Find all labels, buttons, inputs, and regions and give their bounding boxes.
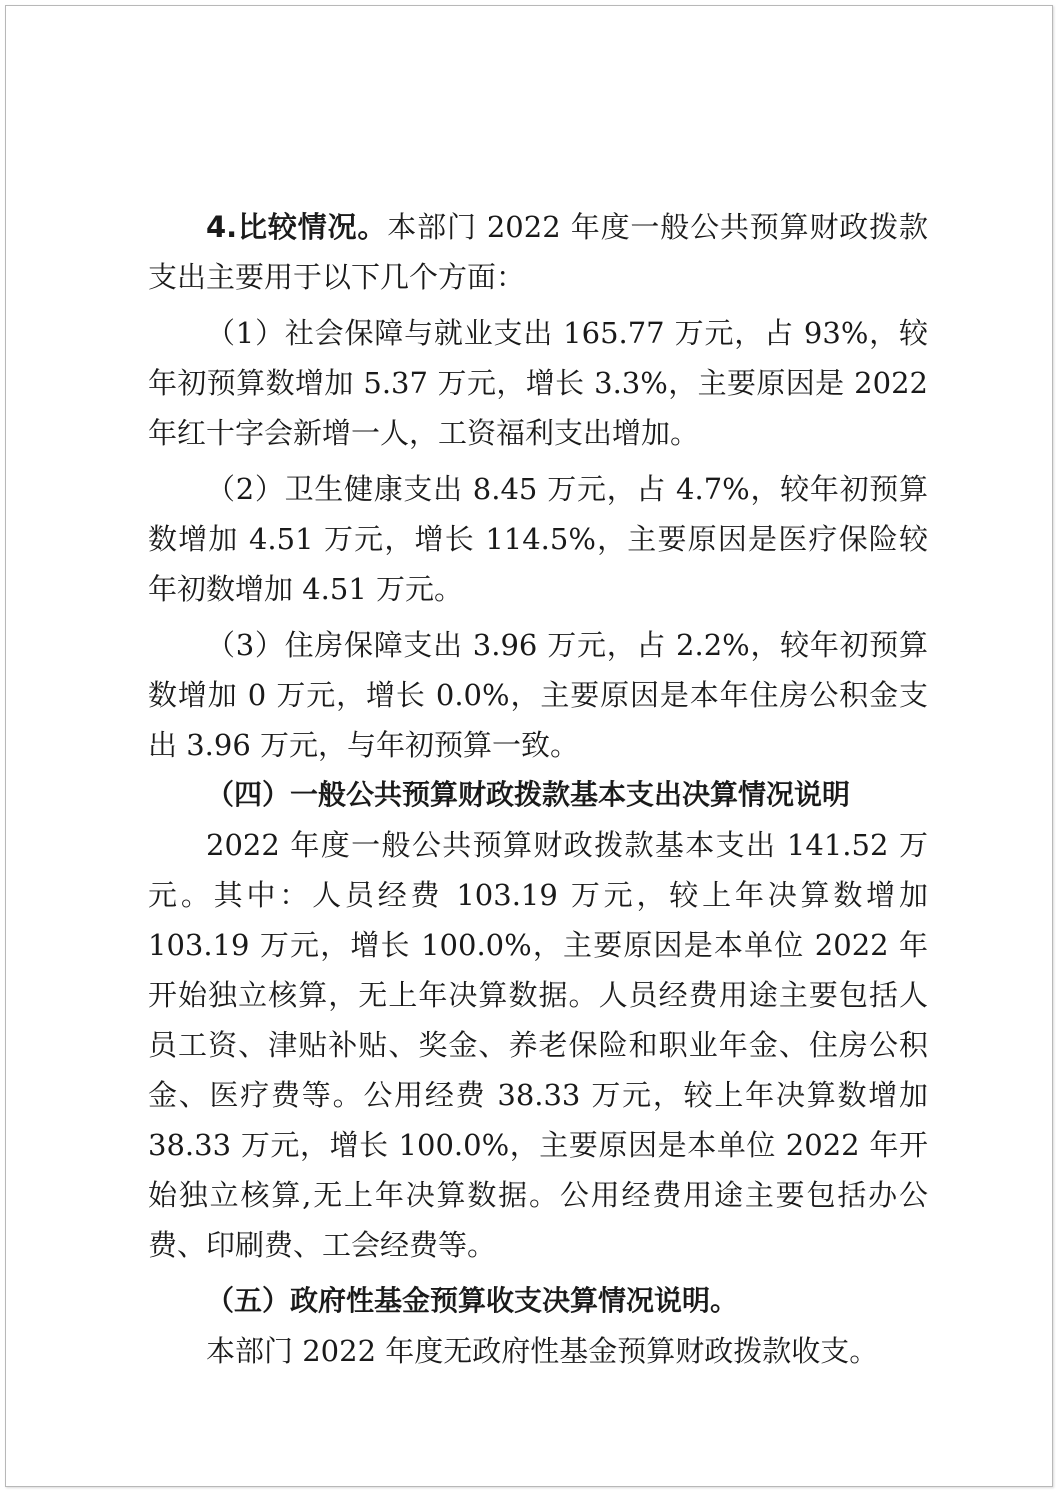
item-health: （2）卫生健康支出 8.45 万元，占 4.7%，较年初预算数增加 4.51 万元，增长 114.5%，主要原因是医疗保险较年初数增加 4.51 万元。 xyxy=(148,472,928,606)
item-housing: （3）住房保障支出 3.96 万元，占 2.2%，较年初预算数增加 0 万元，增长 0.0%，主要原因是本年住房公积金支出 3.96 万元，与年初预算一致。 xyxy=(148,628,928,762)
basic-expenditure-paragraph: 2022 年度一般公共预算财政拨款基本支出 141.52 万元。其中：人员经费 103.19 万元，较上年决算数增加 103.19 万元，增长 100.0%，主要原因是本单位 2022 年开始独立核算，无上年决算数据。人员经费用途主要包括人员工资、津贴补贴、奖金、养老保险和职业年金、住房公积金、医疗费等。公用经费 38.33 万元，较上年决算数增加 38.33 万元，增长 100.0%，主要原因是本单位 2022 年开始独立核算,无上年决算数据。公用经费用途主要包括办公费、印刷费、工会经费等。 xyxy=(148,828,928,1262)
document-page xyxy=(5,5,1053,1487)
section-heading-5: （五）政府性基金预算收支决算情况说明。 xyxy=(206,1284,739,1317)
comparison-heading: 4.比较情况。 xyxy=(206,210,388,244)
government-fund-paragraph: 本部门 2022 年度无政府性基金预算财政拨款收支。 xyxy=(206,1334,879,1368)
comparison-intro: 本部门 2022 年度一般公共预算财政拨款支出主要用于以下几个方面： xyxy=(148,210,928,294)
comparison-paragraph xyxy=(148,202,928,302)
document-body xyxy=(148,202,928,1376)
item-social-security: （1）社会保障与就业支出 165.77 万元，占 93%，较年初预算数增加 5.37 万元，增长 3.3%，主要原因是 2022 年红十字会新增一人，工资福利支出增加。 xyxy=(148,316,928,450)
section-heading-4: （四）一般公共预算财政拨款基本支出决算情况说明 xyxy=(206,778,851,811)
